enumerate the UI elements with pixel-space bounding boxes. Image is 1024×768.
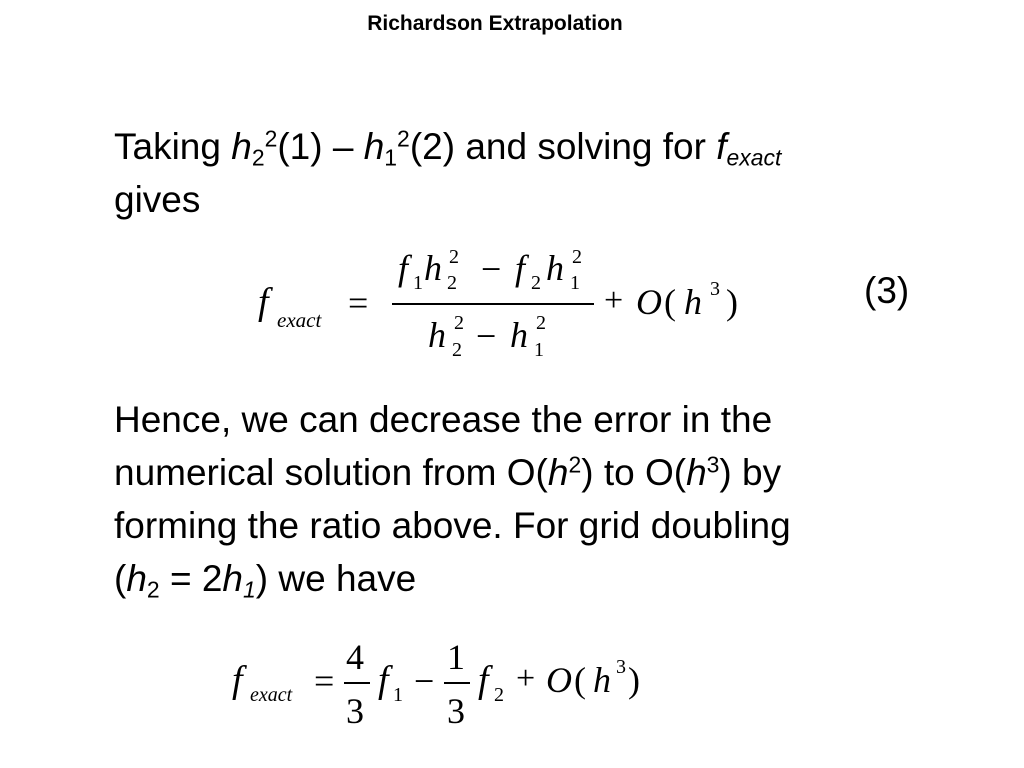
var-h: h: [222, 558, 243, 599]
var-h: h: [363, 126, 385, 167]
subscript: 2: [251, 144, 265, 171]
eq3-num-h2-sub: 2: [447, 272, 457, 294]
eq3-h: h: [684, 282, 702, 322]
eq3-num-f2: f: [515, 248, 526, 288]
eq4-h-sup: 3: [616, 656, 626, 678]
eq4-f2: f: [478, 659, 489, 701]
intro-paragraph: [114, 120, 994, 226]
eq4-frac1-den: 3: [346, 691, 364, 731]
eq4-rparen: ): [628, 660, 640, 700]
eq3-num-f1-sub: 1: [413, 272, 423, 294]
text-line3: forming the ratio above. For grid doubling: [114, 505, 791, 546]
eq3-num-minus: −: [481, 249, 502, 289]
eq4-lhs-f: f: [232, 659, 243, 701]
eq4-frac1-num: 4: [346, 637, 364, 677]
text-line2c: ) by: [719, 452, 782, 493]
superscript: 2: [264, 125, 278, 152]
var-h: h: [686, 452, 707, 493]
eq3-num-h1-sup: 2: [572, 246, 582, 268]
eq3-rparen: ): [726, 282, 738, 322]
text-taking: Taking: [114, 126, 232, 167]
eq3-big-o: O: [636, 282, 662, 322]
eq3-plus: +: [604, 282, 624, 319]
subscript: 1: [243, 576, 256, 603]
subscript: 2: [146, 576, 160, 603]
eq3-num-h2: h: [424, 248, 442, 288]
var-f: f: [716, 126, 727, 167]
eq3-den-h2-sub: 2: [452, 339, 462, 361]
text-eq1: (1) –: [277, 126, 364, 167]
text-line2a: numerical solution from O(: [114, 452, 548, 493]
conclusion-paragraph: [114, 393, 994, 605]
eq4-f2-sub: 2: [494, 684, 504, 706]
eq3-lhs-f: f: [258, 281, 269, 323]
eq4-f1: f: [378, 659, 389, 701]
equation-number: (3): [864, 270, 910, 311]
eq4-frac2-num: 1: [447, 637, 465, 677]
eq4-h: h: [593, 660, 611, 700]
eq4-plus: +: [516, 660, 536, 697]
text-line4c: ) we have: [255, 558, 417, 599]
eq3-num-f1: f: [398, 248, 409, 288]
eq3-den-h1: h: [510, 315, 528, 355]
eq3-den-h1-sub: 1: [534, 339, 544, 361]
eq4-frac1-bar: [344, 682, 370, 684]
eq3-den-h2-sup: 2: [454, 312, 464, 334]
superscript: 2: [397, 125, 410, 152]
superscript: 2: [568, 451, 582, 478]
eq3-num-h1-sub: 1: [570, 272, 580, 294]
var-h: h: [231, 126, 252, 167]
text-line4a: (: [114, 558, 127, 599]
slide-title: Richardson Extrapolation: [367, 12, 623, 35]
eq3-num-h1: h: [546, 248, 564, 288]
text-line1: Hence, we can decrease the error in the: [114, 399, 773, 440]
text-line2b: ) to O(: [581, 452, 687, 493]
subscript: 1: [384, 144, 398, 171]
eq3-fraction-bar: [392, 303, 594, 305]
eq4-lhs-sub: exact: [250, 684, 293, 706]
eq3-num-f2-sub: 2: [531, 272, 541, 294]
eq4-f1-sub: 1: [393, 684, 403, 706]
var-h: h: [126, 558, 147, 599]
eq4-big-o: O: [546, 660, 572, 700]
eq4-minus: −: [414, 661, 435, 701]
text-line4b: = 2: [159, 558, 223, 599]
eq3-equals: =: [348, 283, 369, 323]
text-gives: gives: [114, 179, 201, 220]
eq3-lparen: (: [664, 282, 676, 322]
eq3-h-sup: 3: [710, 278, 720, 300]
eq3-den-h2: h: [428, 315, 446, 355]
eq4-equals: =: [314, 661, 335, 701]
superscript: 3: [706, 451, 720, 478]
subscript-exact: exact: [726, 144, 782, 171]
eq3-den-minus: −: [476, 316, 497, 356]
eq4-lparen: (: [574, 660, 586, 700]
text-eq2: (2) and solving for: [409, 126, 717, 167]
var-h: h: [547, 452, 569, 493]
eq3-lhs-sub: exact: [277, 308, 322, 332]
eq3-den-h1-sup: 2: [536, 312, 546, 334]
eq3-num-h2-sup: 2: [449, 246, 459, 268]
eq4-frac2-bar: [444, 682, 470, 684]
eq4-frac2-den: 3: [447, 691, 465, 731]
